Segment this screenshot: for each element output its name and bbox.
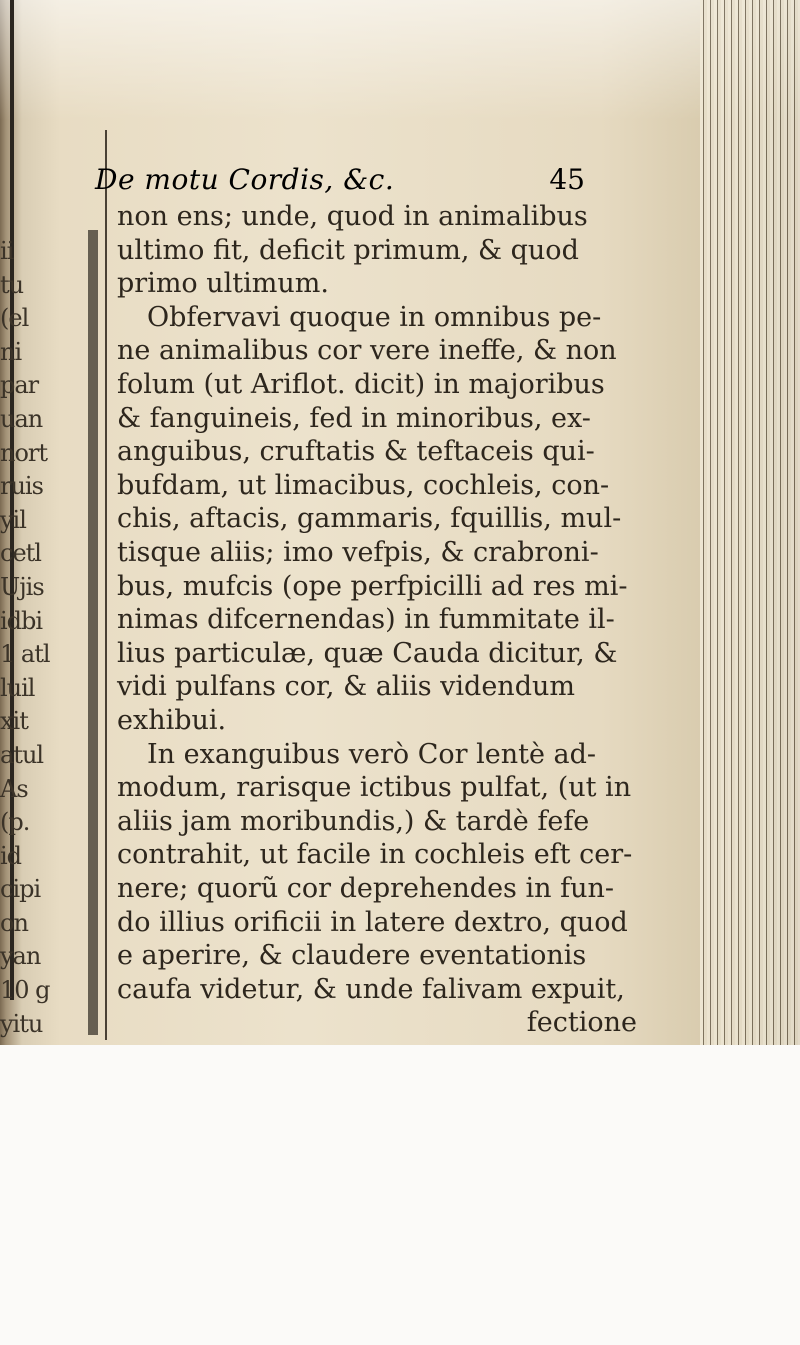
text-line: lius particulæ, quæ Cauda dicitur, & — [117, 637, 618, 669]
left-page-fragment: par — [0, 371, 39, 400]
left-page-fragments — [0, 235, 90, 1075]
text-line: fectione — [526, 1007, 637, 1039]
page-header — [95, 163, 585, 197]
text-line: nimas difcernendas) in fummitate il- — [117, 604, 615, 636]
text-line: e aperire, & claudere eventationis — [117, 940, 587, 972]
left-page-fragment: tu — [0, 270, 24, 299]
page-highlight — [0, 0, 800, 120]
text-line: chis, aftacis, gammaris, fquillis, mul- — [117, 503, 622, 535]
text-line: Obfervavi quoque in omnibus pe- — [147, 301, 602, 333]
text-line: primo ultimum. — [117, 268, 329, 300]
left-page-fragment: 1 atl — [0, 640, 50, 669]
text-line: exhibui. — [117, 705, 227, 736]
text-line: aliis jam moribundis,) & tardè fefe — [117, 805, 590, 837]
left-page-fragment: ruis — [0, 472, 43, 501]
text-line: anguibus, cruftatis & teftaceis qui- — [117, 436, 595, 468]
text-line: nere; quorũ cor deprehendes in fun- — [117, 873, 614, 904]
text-line: do illius orificii in latere dextro, quod — [117, 906, 628, 938]
left-page-fragment: 10 g — [0, 976, 50, 1005]
text-line: vidi pulfans cor, & aliis videndum — [117, 671, 575, 703]
text-line: ne animalibus cor vere ineffe, & non — [117, 335, 617, 367]
text-line: contrahit, ut facile in cochleis eft cer- — [117, 839, 633, 871]
left-page-fragment: Ujis — [0, 572, 44, 601]
left-page-fragment: atul — [0, 740, 44, 769]
left-page-fragment: ii — [0, 237, 14, 265]
left-page-fragment: cipi — [0, 875, 41, 904]
text-line: In exanguibus verò Cor lentè ad- — [147, 738, 597, 770]
left-page-fragment: (p. — [0, 808, 30, 837]
left-page-fragment: on — [0, 908, 28, 937]
page-number: 45 — [549, 163, 585, 196]
left-page-fragment: luil — [0, 673, 35, 702]
left-page-fragment: (el — [0, 304, 29, 333]
left-page-fragment: uan — [0, 404, 43, 433]
left-page-fragment: yitu — [0, 1009, 43, 1038]
left-page-fragment: idbi — [0, 606, 43, 635]
left-page-fragment: yil — [0, 505, 26, 534]
gutter-line — [105, 130, 107, 1040]
book-gutter — [88, 230, 98, 1035]
blank-margin — [0, 1045, 800, 1345]
text-line: non ens; unde, quod in animalibus — [117, 201, 588, 232]
left-page-fragment: id — [0, 841, 22, 870]
text-line: folum (ut Ariflot. dicit) in majoribus — [117, 369, 605, 400]
page-edges-stack — [700, 0, 800, 1045]
left-page-fragment: xit — [0, 707, 28, 736]
running-title: De motu Cordis, &c. — [95, 163, 395, 196]
left-page-fragment: As — [0, 774, 28, 803]
left-page-fragment: ni — [0, 337, 22, 366]
text-line: caufa videtur, & unde falivam expuit, — [117, 973, 625, 1005]
text-line: bus, mufcis (ope perfpicilli ad res mi- — [117, 570, 628, 602]
text-line: modum, rarisque ictibus pulfat, (ut in — [117, 772, 632, 804]
left-page-fragment: yan — [0, 942, 41, 971]
text-line: ultimo fit, deficit primum, & quod — [117, 234, 579, 266]
text-line: & fanguineis, fed in minoribus, ex- — [117, 402, 591, 434]
left-page-fragment: nort — [0, 438, 48, 467]
left-page-fragment: cetl — [0, 539, 41, 568]
text-line: tisque aliis; imo vefpis, & crabroni- — [117, 537, 599, 568]
text-line: bufdam, ut limacibus, cochleis, con- — [117, 469, 610, 501]
